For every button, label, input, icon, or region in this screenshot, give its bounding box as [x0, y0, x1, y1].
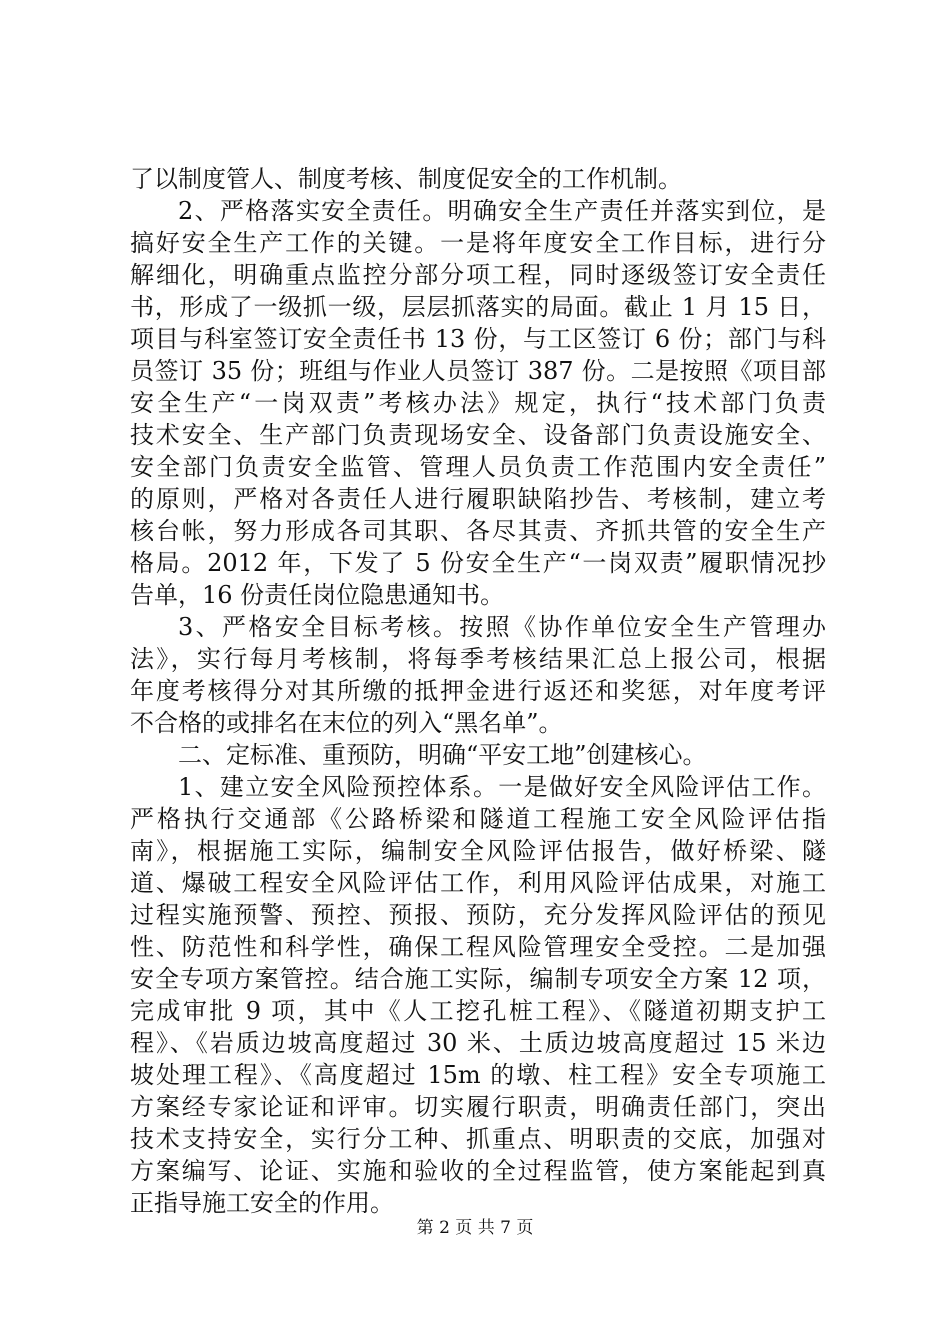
text-line: 程》、《岩质边坡高度超过 30 米、土质边坡高度超过 15 米边 — [130, 1029, 826, 1057]
text-line: 正指导施工安全的作用。 — [130, 1189, 394, 1217]
text-line: 坡处理工程》、《高度超过 15m 的墩、柱工程》安全专项施工 — [130, 1061, 826, 1089]
text-line: 年度考核得分对其所缴的抵押金进行返还和奖惩，对年度考评 — [130, 677, 826, 705]
text-line: 格局。2012 年，下发了 5 份安全生产“一岗双责”履职情况抄 — [130, 549, 826, 577]
text-line: 过程实施预警、预控、预报、预防，充分发挥风险评估的预见 — [130, 901, 826, 929]
document-body — [130, 163, 826, 1219]
text-line: 项目与科室签订安全责任书 13 份，与工区签订 6 份；部门与科 — [130, 325, 826, 353]
text-line: 2、严格落实安全责任。明确安全生产责任并落实到位，是 — [178, 197, 826, 225]
text-line: 核台帐，努力形成各司其职、各尽其责、齐抓共管的安全生产 — [130, 517, 826, 545]
page-number-footer: 第 2 页 共 7 页 — [416, 1218, 534, 1238]
text-line: 技术安全、生产部门负责现场安全、设备部门负责设施安全、 — [130, 421, 826, 449]
text-line: 技术支持安全，实行分工种、抓重点、明职责的交底，加强对 — [130, 1125, 826, 1153]
text-line: 严格执行交通部《公路桥梁和隧道工程施工安全风险评估指 — [130, 805, 826, 833]
text-line: 了以制度管人、制度考核、制度促安全的工作机制。 — [130, 165, 682, 193]
text-line: 告单，16 份责任岗位隐患通知书。 — [130, 581, 505, 609]
text-line: 书，形成了一级抓一级，层层抓落实的局面。截止 1 月 15 日， — [130, 293, 826, 321]
text-line: 的原则，严格对各责任人进行履职缺陷抄告、考核制，建立考 — [130, 485, 826, 513]
section-heading: 二、定标准、重预防，明确“平安工地”创建核心。 — [178, 741, 707, 769]
text-line: 安全生产“一岗双责”考核办法》规定，执行“技术部门负责 — [130, 389, 826, 417]
text-line: 方案经专家论证和评审。切实履行职责，明确责任部门，突出 — [130, 1093, 826, 1121]
text-line: 不合格的或排名在末位的列入“黑名单”。 — [130, 709, 563, 737]
text-line: 搞好安全生产工作的关键。一是将年度安全工作目标，进行分 — [130, 229, 826, 257]
text-line: 性、防范性和科学性，确保工程风险管理安全受控。二是加强 — [130, 933, 826, 961]
text-line: 3、严格安全目标考核。按照《协作单位安全生产管理办 — [178, 613, 826, 641]
text-line: 解细化，明确重点监控分部分项工程，同时逐级签订安全责任 — [130, 261, 826, 289]
text-line: 方案编写、论证、实施和验收的全过程监管，使方案能起到真 — [130, 1157, 826, 1185]
text-line: 南》，根据施工实际，编制安全风险评估报告，做好桥梁、隧 — [130, 837, 826, 865]
text-line: 员签订 35 份；班组与作业人员签订 387 份。二是按照《项目部 — [130, 357, 826, 385]
text-line: 法》，实行每月考核制，将每季考核结果汇总上报公司，根据 — [130, 645, 826, 673]
text-line: 道、爆破工程安全风险评估工作，利用风险评估成果，对施工 — [130, 869, 826, 897]
text-line: 完成审批 9 项，其中《人工挖孔桩工程》、《隧道初期支护工 — [130, 997, 826, 1025]
text-line: 1、建立安全风险预控体系。一是做好安全风险评估工作。 — [178, 773, 826, 801]
text-line: 安全专项方案管控。结合施工实际，编制专项安全方案 12 项， — [130, 965, 826, 993]
text-line: 安全部门负责安全监管、管理人员负责工作范围内安全责任” — [130, 453, 826, 481]
